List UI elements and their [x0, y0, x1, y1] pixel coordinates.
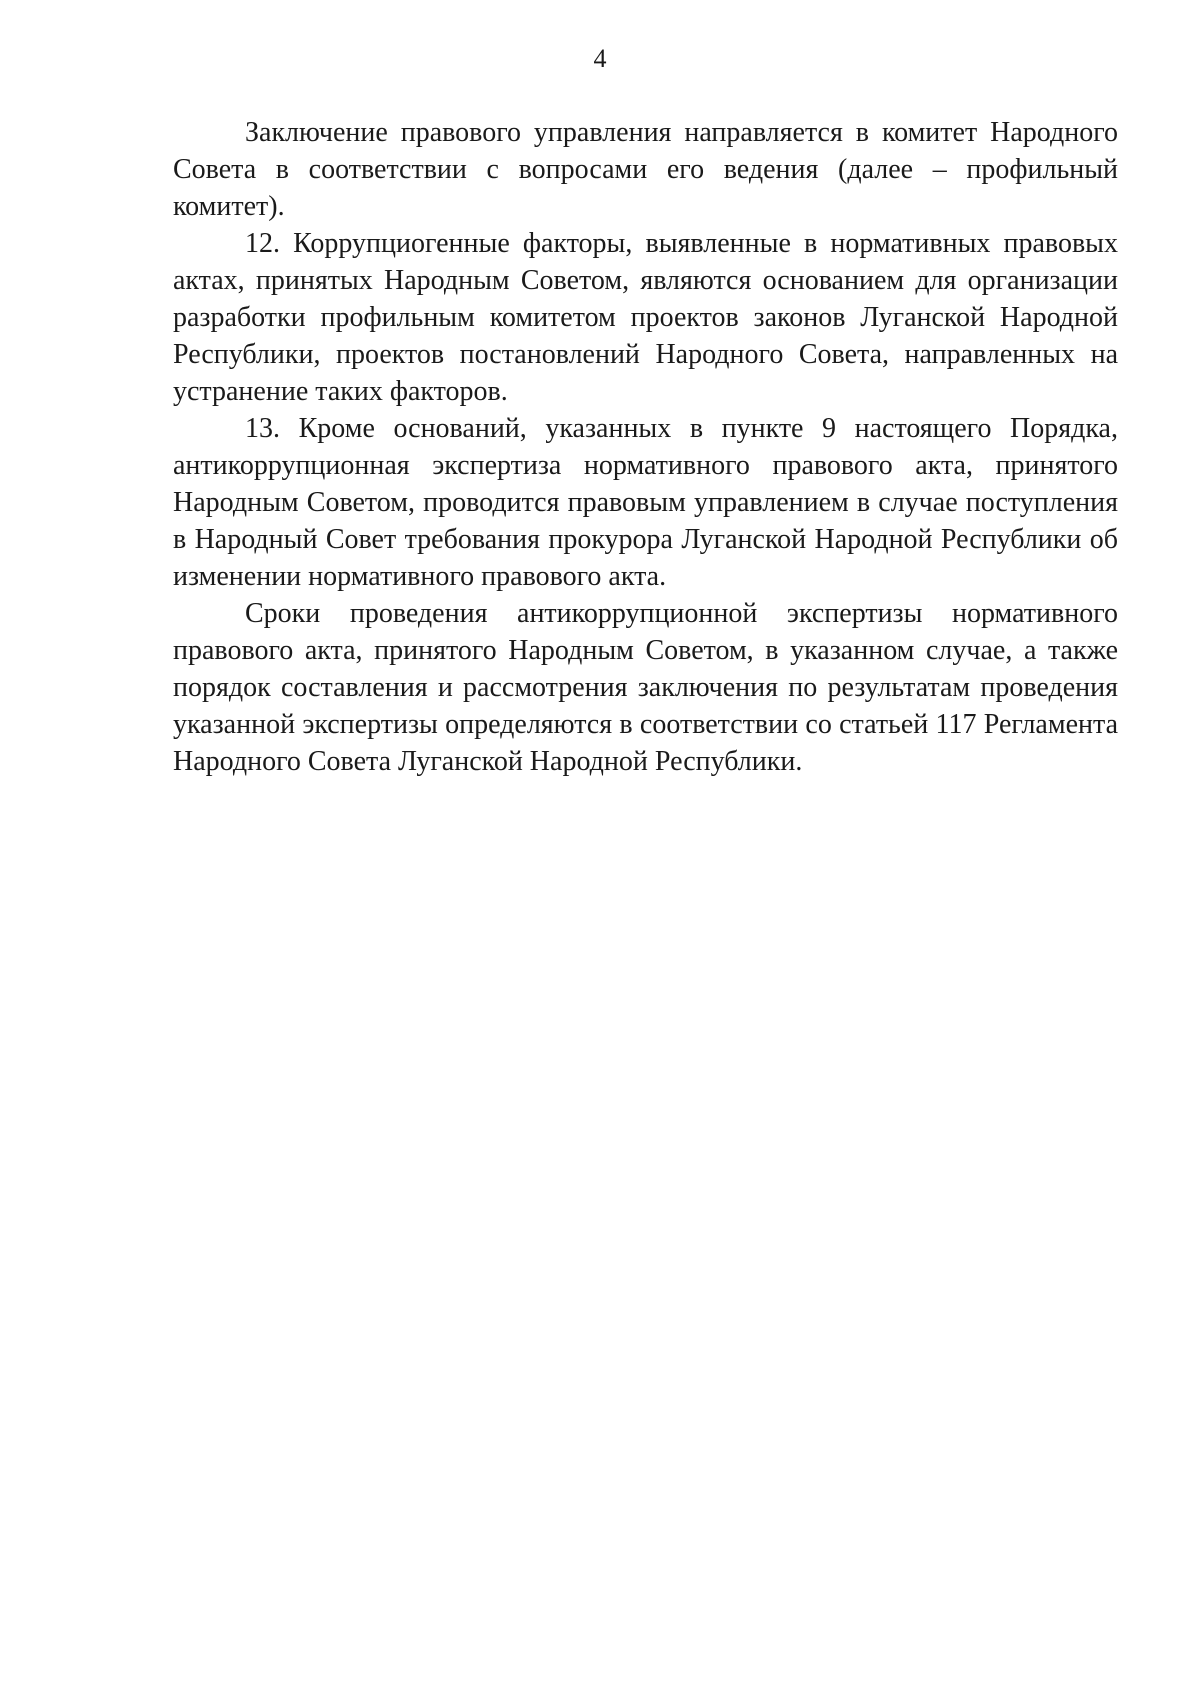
paragraph-legal-conclusion: Заключение правового управления направляется в комитет Народного Совета в соответствии с вопросами его ведения (далее – профильный комитет).	[173, 117, 1118, 222]
paragraph-expertise-terms: Сроки проведения антикоррупционной экспертизы нормативного правового акта, принятого Народным Советом, в указанном случае, а также порядок составления и рассмотрения заключения по результатам проведения указанной экспертизы определяются в соответствии со статьей 117 Регламента Народного Совета Луганской Народной Республики.	[173, 598, 1118, 777]
document-body	[173, 114, 1118, 780]
page-number: 4	[593, 44, 607, 73]
paragraph-item-13: 13. Кроме оснований, указанных в пункте 9 настоящего Порядка, антикоррупционная экспертиза нормативного правового акта, принятого Народным Советом, проводится правовым управлением в случае поступления в Народный Совет требования прокурора Луганской Народной Республики об изменении нормативного правового акта.	[173, 413, 1118, 592]
paragraph-item-12: 12. Коррупциогенные факторы, выявленные в нормативных правовых актах, принятых Народным Советом, являются основанием для организации разработки профильным комитетом проектов законов Луганской Народной Республики, проектов постановлений Народного Совета, направленных на устранение таких факторов.	[173, 228, 1118, 407]
